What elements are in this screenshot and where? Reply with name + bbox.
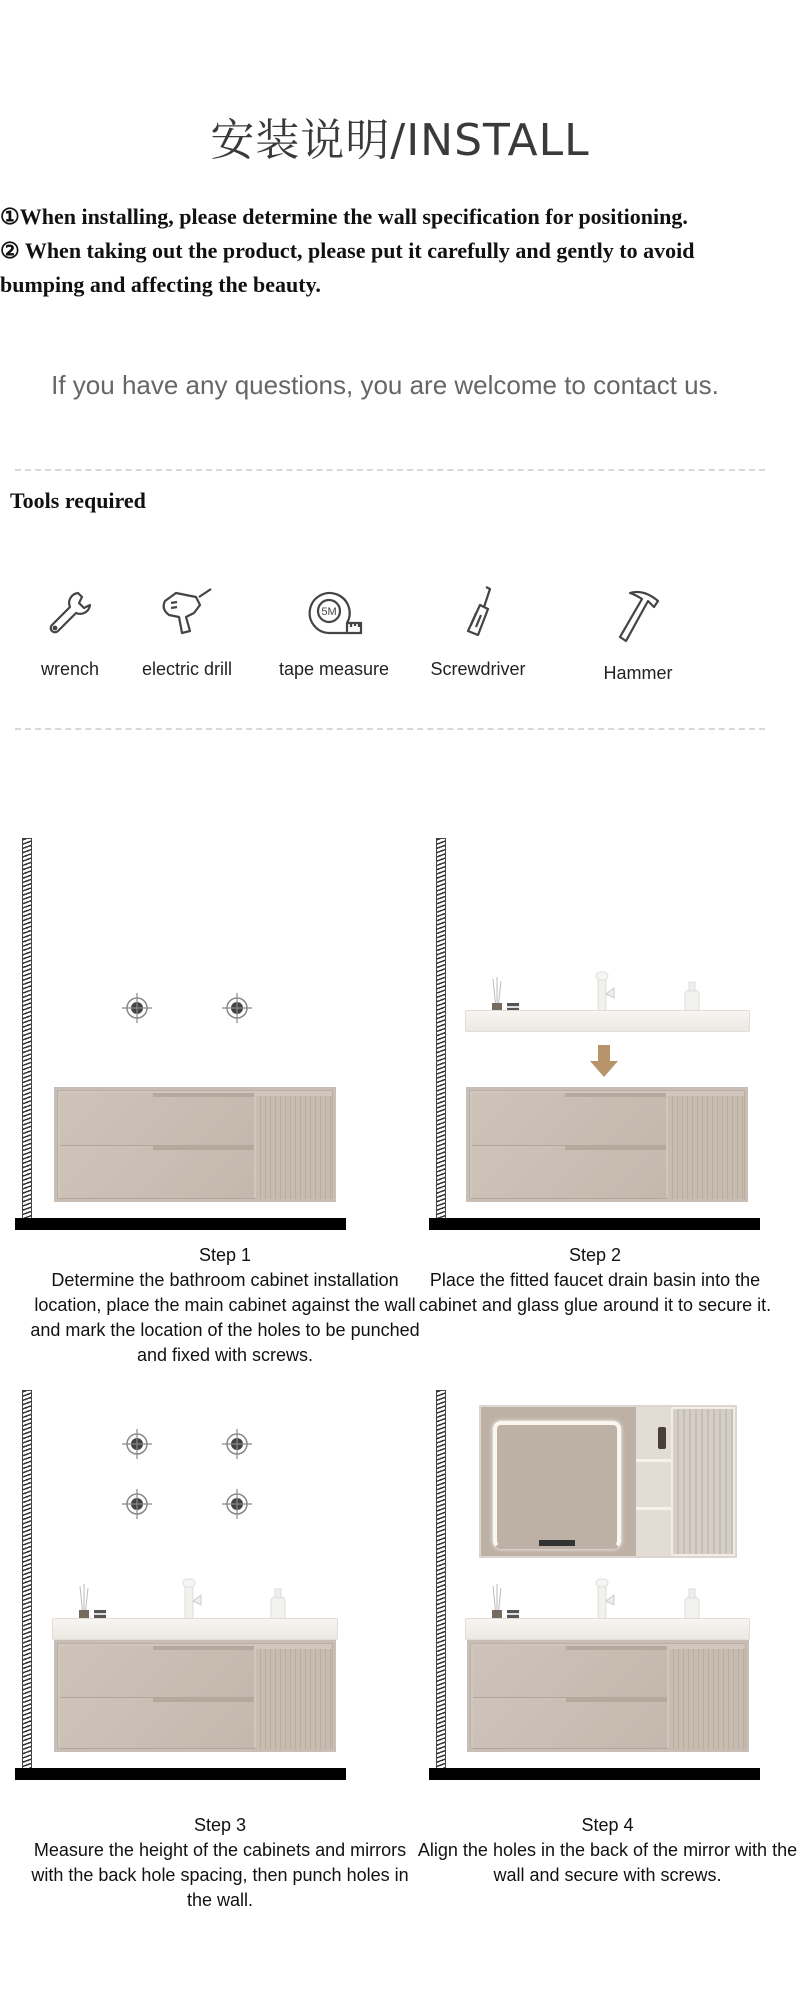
step-2-title: Step 2 [568, 1245, 622, 1265]
wrench-icon [42, 585, 98, 641]
tool-label: wrench [40, 659, 100, 679]
divider-top [15, 469, 765, 471]
tool-hammer [563, 585, 713, 684]
wall [436, 1390, 446, 1770]
drill-hole-marker-icon [122, 1489, 152, 1519]
svg-text:5M: 5M [321, 606, 337, 618]
step-4-title: Step 4 [581, 1815, 634, 1835]
tool-label: tape measure [278, 659, 390, 679]
step-4-text: Align the holes in the back of the mirror with the wall and secure with screws. [417, 1840, 798, 1885]
tool-screwdriver [403, 585, 553, 680]
step-1-title: Step 1 [198, 1245, 252, 1265]
step-1-figure [0, 830, 380, 1230]
floor [429, 1218, 760, 1230]
tools-heading: Tools required [10, 488, 146, 513]
cabinet [54, 1640, 336, 1752]
divider-bottom [15, 728, 765, 730]
drawer [60, 1698, 254, 1749]
cabinet [467, 1640, 749, 1752]
drill-hole-marker-icon [222, 1429, 252, 1459]
floor [15, 1218, 346, 1230]
drawer [473, 1646, 667, 1698]
step-3-title: Step 3 [193, 1815, 247, 1835]
cabinet-door [256, 1649, 332, 1749]
basin [465, 1618, 750, 1640]
drill-hole-marker-icon [222, 1489, 252, 1519]
wall [22, 1390, 32, 1770]
page-title: 安装说明/INSTALL [210, 115, 590, 166]
drawer [472, 1093, 666, 1146]
drawer [473, 1698, 667, 1749]
tool-electric-drill [112, 585, 262, 680]
step-1-caption [30, 1243, 420, 1368]
cabinet-door [669, 1649, 745, 1749]
tool-label: Hammer [603, 663, 673, 683]
basin [465, 1010, 750, 1032]
wall [436, 838, 446, 1220]
drawer [60, 1646, 254, 1698]
down-arrow-icon [590, 1045, 618, 1077]
glass-door [671, 1407, 735, 1556]
tool-tape-measure [259, 585, 409, 680]
step-3-text: Measure the height of the cabinets and mirrors with the back hole spacing, then punch holes in the wall. [31, 1840, 409, 1910]
accessories-icon [72, 1582, 142, 1622]
floor [429, 1768, 760, 1780]
tool-label: Screwdriver [430, 659, 526, 679]
drill-icon [157, 585, 217, 641]
step-3-caption [25, 1813, 415, 1913]
mirror-display [539, 1540, 575, 1546]
drawer [472, 1146, 666, 1199]
step-3-figure [0, 1380, 380, 1780]
wall [22, 838, 32, 1220]
installation-notes [0, 200, 720, 302]
led-light-frame [493, 1421, 621, 1549]
step-1-text: Determine the bathroom cabinet installation location, place the main cabinet against the wall and mark the location of the holes to be punched and fixed with screws. [30, 1270, 420, 1365]
step-2-figure [400, 830, 780, 1230]
mirror-cabinet [479, 1405, 737, 1558]
accessories-icon [485, 1582, 555, 1622]
contact-text: If you have any questions, you are welcome to contact us. [51, 370, 719, 400]
cabinet-door [256, 1096, 332, 1199]
step-4-figure [400, 1380, 780, 1780]
cabinet [54, 1087, 336, 1202]
hammer-icon [610, 585, 666, 645]
screwdriver-icon [450, 585, 506, 641]
note-1: ①When installing, please determine the wall specification for positioning. [0, 204, 688, 229]
open-shelf [636, 1407, 671, 1556]
faucet-icon [590, 1577, 620, 1623]
note-2: ② When taking out the product, please put it carefully and gently to avoid bumping and affecting the beauty. [0, 238, 695, 297]
cabinet-door [668, 1096, 744, 1199]
drill-hole-marker-icon [222, 993, 252, 1023]
faucet-icon [177, 1577, 207, 1623]
step-4-caption [415, 1813, 800, 1888]
cabinet [466, 1087, 748, 1202]
step-2-caption [415, 1243, 775, 1318]
tool-label: electric drill [141, 659, 233, 679]
accessories-icon [485, 975, 555, 1015]
step-2-text: Place the fitted faucet drain basin into the cabinet and glass glue around it to secure it. [418, 1270, 772, 1315]
drill-hole-marker-icon [122, 993, 152, 1023]
tape-measure-icon [301, 585, 367, 641]
floor [15, 1768, 346, 1780]
drill-hole-marker-icon [122, 1429, 152, 1459]
basin [52, 1618, 338, 1640]
drawer [60, 1146, 254, 1199]
drawer [60, 1093, 254, 1146]
